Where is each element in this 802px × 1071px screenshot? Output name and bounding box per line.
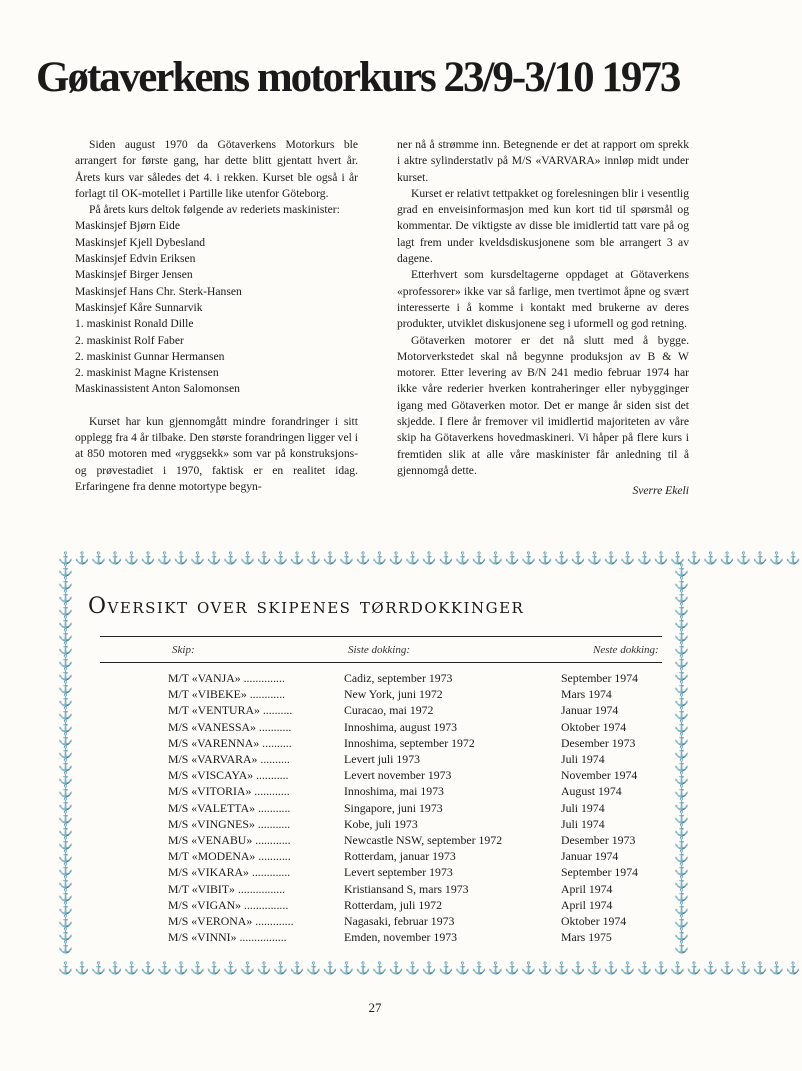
table-row: [168, 848, 671, 864]
next-docking-cell: Desember 1973: [561, 833, 636, 848]
next-docking-cell: November 1974: [561, 768, 638, 783]
list-item: Maskinsjef Bjørn Eide: [75, 219, 180, 233]
list-item: 2. maskinist Gunnar Hermansen: [75, 349, 225, 363]
table-row: [168, 735, 671, 751]
list-item: Maskinsjef Kjell Dybesland: [75, 235, 206, 249]
ship-name-cell: M/S «VISCAYA» ...........: [168, 768, 289, 783]
author-signature: Sverre Ekeli: [632, 484, 689, 498]
next-docking-cell: Oktober 1974: [561, 914, 627, 929]
list-item: 1. maskinist Ronald Dille: [75, 317, 194, 331]
table-row: [168, 864, 671, 880]
last-docking-cell: Innoshima, mai 1973: [344, 784, 444, 799]
next-docking-cell: April 1974: [561, 881, 613, 896]
ship-name-cell: M/S «VENABU» ............: [168, 833, 291, 848]
docking-overview-box: [58, 550, 802, 975]
docking-table: [168, 670, 671, 945]
table-row: [168, 913, 671, 929]
last-docking-cell: Emden, november 1973: [344, 930, 458, 945]
last-docking-cell: Rotterdam, juli 1972: [344, 897, 442, 912]
ship-name-cell: M/T «MODENA» ...........: [168, 849, 291, 864]
table-row: [168, 816, 671, 832]
ship-name-cell: M/S «VERONA» .............: [168, 914, 294, 929]
anchor-border-right: ⚓ ⚓ ⚓ ⚓ ⚓ ⚓ ⚓ ⚓ ⚓ ⚓ ⚓ ⚓ ⚓ ⚓ ⚓ ⚓ ⚓ ⚓ ⚓ ⚓ ⚓ ⚓ ⚓ ⚓ ⚓ ⚓ ⚓ ⚓ ⚓ ⚓: [674, 563, 689, 954]
ship-name-cell: M/T «VANJA» ..............: [168, 671, 285, 685]
table-row: [168, 767, 671, 783]
ship-name-cell: M/T «VENTURA» ..........: [168, 703, 293, 718]
next-docking-cell: Januar 1974: [561, 703, 619, 718]
paragraph: Kurset er relativt tettpakket og forelesningen blir i vesentlig grad en enveisinformasjon med kun kort tid til spørsmål og kommentar. De viktigste av disse ble imidlertid tatt vare på og lagt frem under kveldsdiskusjonene som ble arrangert 3 av dagene.: [397, 186, 689, 266]
last-docking-cell: Cadiz, september 1973: [344, 671, 453, 685]
table-row: [168, 783, 671, 799]
last-docking-cell: Innoshima, august 1973: [344, 719, 458, 734]
ship-name-cell: M/T «VIBIT» ................: [168, 881, 286, 896]
ship-name-cell: M/S «VANESSA» ...........: [168, 719, 292, 734]
last-docking-cell: Innoshima, september 1972: [344, 735, 475, 750]
ship-name-cell: M/S «VARENNA» ..........: [168, 735, 292, 750]
anchor-border-top: ⚓⚓⚓⚓⚓⚓⚓⚓⚓⚓⚓⚓⚓⚓⚓⚓⚓⚓⚓⚓⚓⚓⚓⚓⚓⚓⚓⚓⚓⚓⚓⚓⚓⚓⚓⚓⚓⚓⚓⚓⚓⚓⚓⚓⚓: [58, 551, 802, 565]
table-row: [168, 670, 671, 686]
last-docking-cell: Nagasaki, februar 1973: [344, 914, 455, 929]
table-row: [168, 686, 671, 702]
next-docking-cell: Mars 1975: [561, 930, 612, 945]
last-docking-cell: Kristiansand S, mars 1973: [344, 881, 469, 896]
next-docking-cell: Juli 1974: [561, 800, 605, 815]
last-docking-cell: Singapore, juni 1973: [344, 800, 443, 815]
last-docking-cell: New York, juni 1972: [344, 687, 443, 702]
last-docking-cell: Newcastle NSW, september 1972: [344, 833, 503, 848]
paragraph: Götaverken motorer er det nå slutt med å bygge. Motorverkstedet skal nå begynne produksjon av B & W motorer. Etter levering av B/N 241 medio februar 1974 har ikke våre rederier hverken kontraheringer eller nybygginger igang med Götaverken motor. Det er mange år siden sist det skjedde. I flere år fremover vil imidlertid majoriteten av våre skip ha Götaverkens hovedmaskineri. Vi håper på flere kurs i fremtiden slik at alle våre maskinister får anledning til å gjennomgå dette.: [397, 333, 689, 477]
paragraph: Etterhvert som kursdeltagerne oppdaget at Götaverkens «professorer» ikke var så farlige, men tvertimot åpne og svært interesserte i å komme i kontakt med brukerne av deres produkter, utviklet diskusjonene seg i uformell og god retning.: [397, 268, 689, 331]
page-title: Gøtaverkens motorkurs 23/9-3/10 1973: [36, 54, 680, 101]
next-docking-cell: Juli 1974: [561, 816, 605, 831]
ship-name-cell: M/S «VARVARA» ..........: [168, 752, 290, 767]
list-item: Maskinsjef Edvin Eriksen: [75, 252, 196, 266]
article-left-column: [75, 137, 358, 495]
table-row: [168, 897, 671, 913]
article-right-column: [397, 137, 689, 500]
ship-name-cell: M/S «VINGNES» ...........: [168, 816, 291, 831]
next-docking-cell: Januar 1974: [561, 849, 619, 864]
next-docking-cell: Desember 1973: [561, 735, 636, 750]
anchor-border-left: ⚓ ⚓ ⚓ ⚓ ⚓ ⚓ ⚓ ⚓ ⚓ ⚓ ⚓ ⚓ ⚓ ⚓ ⚓ ⚓ ⚓ ⚓ ⚓ ⚓ ⚓ ⚓ ⚓ ⚓ ⚓ ⚓ ⚓ ⚓ ⚓ ⚓: [58, 563, 73, 954]
table-row: [168, 719, 671, 735]
last-docking-cell: Levert september 1973: [344, 865, 453, 880]
last-docking-cell: Kobe, juli 1973: [344, 816, 418, 831]
last-docking-cell: Levert juli 1973: [344, 752, 421, 767]
list-item: Maskinsjef Kåre Sunnarvik: [75, 300, 203, 314]
page-number: 27: [368, 1000, 382, 1015]
table-row: [168, 800, 671, 816]
list-item: 2. maskinist Magne Kristensen: [75, 366, 219, 380]
next-docking-cell: April 1974: [561, 897, 613, 912]
paragraph: ner nå å strømme inn. Betegnende er det at rapport om sprekk i aktre sylinderstatlv på M/S «VARVARA» innløp midt under kurset.: [397, 138, 689, 184]
paragraph: Kurset har kun gjennomgått mindre forandringer i sitt opplegg fra 4 år tilbake. Den største forandringen ligger vel i at 850 motoren med «ryggsekk» som var på konstruksjons- og prøvestadiet i 1970, faktisk er en realitet idag. Erfaringene fra denne motortype begyn-: [75, 414, 358, 493]
list-item: Maskinassistent Anton Salomonsen: [75, 382, 240, 396]
table-row: [168, 702, 671, 718]
anchor-border-bottom: ⚓⚓⚓⚓⚓⚓⚓⚓⚓⚓⚓⚓⚓⚓⚓⚓⚓⚓⚓⚓⚓⚓⚓⚓⚓⚓⚓⚓⚓⚓⚓⚓⚓⚓⚓⚓⚓⚓⚓⚓⚓⚓⚓⚓⚓: [58, 961, 802, 975]
last-docking-cell: Curacao, mai 1972: [344, 703, 434, 718]
column-header-next-docking: Neste dokking:: [593, 644, 659, 656]
paragraph: Siden august 1970 da Götaverkens Motorkurs ble arrangert for første gang, har dette blitt gjentatt hvert år. Årets kurs var således det 4. i rekken. Kurset ble også i år forlagt til OK-motellet i Partille like utenfor Göteborg.: [75, 138, 358, 200]
participant-list: [75, 218, 358, 397]
ship-name-cell: M/S «VINNI» ................: [168, 930, 287, 945]
list-item: 2. maskinist Rolf Faber: [75, 333, 184, 347]
ship-name-cell: M/S «VITORIA» ............: [168, 784, 290, 799]
table-row: [168, 832, 671, 848]
last-docking-cell: Levert november 1973: [344, 768, 452, 783]
header-rule-top: [100, 636, 662, 637]
section-title: Oversikt over skipenes tørrdokkinger: [88, 594, 525, 619]
ship-name-cell: M/S «VALETTA» ...........: [168, 800, 291, 815]
list-item: Maskinsjef Birger Jensen: [75, 268, 193, 282]
next-docking-cell: September 1974: [561, 671, 638, 685]
table-row: [168, 751, 671, 767]
list-item: Maskinsjef Hans Chr. Sterk-Hansen: [75, 284, 242, 298]
next-docking-cell: Oktober 1974: [561, 719, 627, 734]
column-header-last-docking: Siste dokking:: [348, 644, 411, 656]
ship-name-cell: M/T «VIBEKE» ............: [168, 687, 286, 702]
ship-name-cell: M/S «VIGAN» ...............: [168, 897, 289, 912]
table-row: [168, 881, 671, 897]
column-header-ship: Skip:: [172, 644, 195, 656]
next-docking-cell: August 1974: [561, 784, 622, 799]
next-docking-cell: Mars 1974: [561, 687, 612, 702]
last-docking-cell: Rotterdam, januar 1973: [344, 849, 456, 864]
next-docking-cell: September 1974: [561, 865, 638, 880]
paragraph: På årets kurs deltok følgende av rederiets maskinister:: [89, 203, 340, 217]
header-rule-bottom: [100, 662, 662, 663]
ship-name-cell: M/S «VIKARA» .............: [168, 865, 291, 880]
next-docking-cell: Juli 1974: [561, 752, 605, 767]
table-row: [168, 929, 671, 945]
